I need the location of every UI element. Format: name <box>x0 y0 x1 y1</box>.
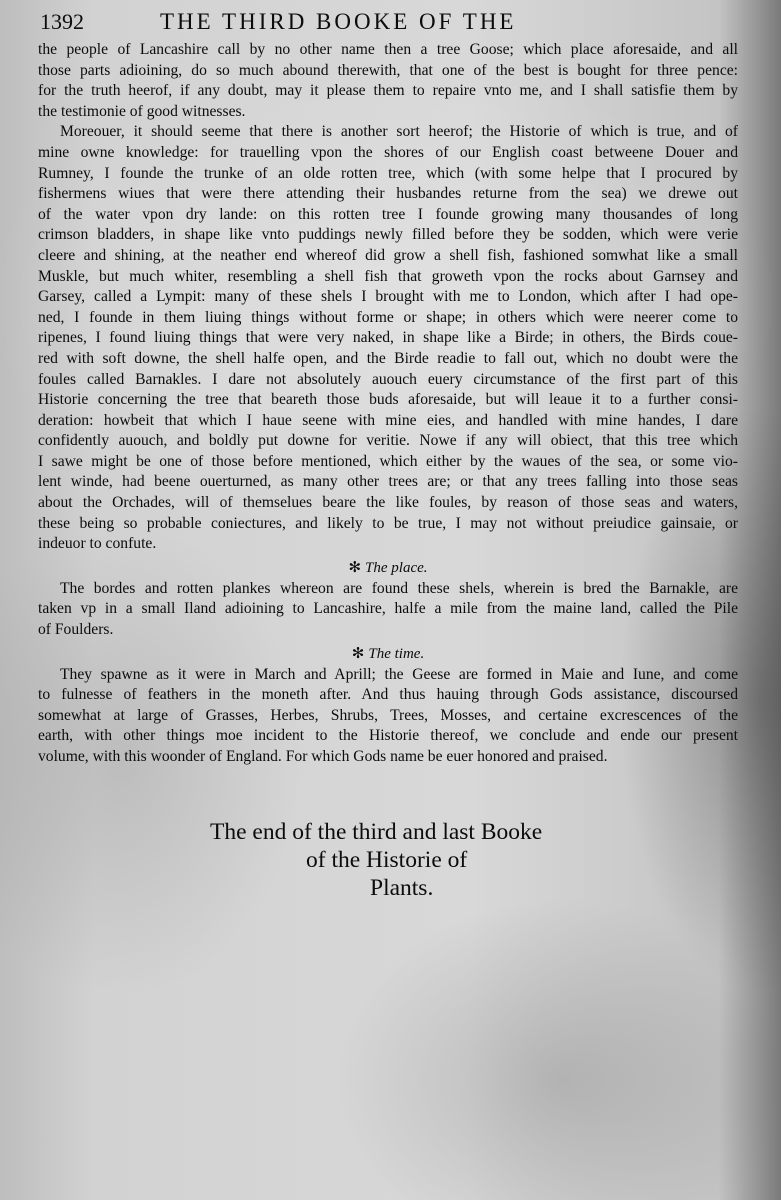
end-of-book-title <box>210 818 630 902</box>
text-line: Muskle, but much whiter, resembling a shell fish that groweth vpon the rocks about Garnsey and <box>38 267 738 285</box>
text-line: taken vp in a small Iland adioining to Lancashire, halfe a mile from the maine land, called the Pile <box>38 600 738 618</box>
end-title-line: Plants. <box>370 875 434 901</box>
text-line: The bordes and rotten plankes whereon are found these shels, wherein is bred the Barnakle, are <box>60 579 738 597</box>
text-line: somewhat at large of Grasses, Herbes, Shrubs, Trees, Mosses, and certaine excrescences of the <box>38 706 738 724</box>
text-line: foules called Barnakles. I dare not absolutely auouch euery circumstance of the first part of this <box>38 370 738 388</box>
text-line: Garsey, called a Lympit: many of these shels I brought with me to London, which after I had ope- <box>38 288 738 306</box>
text-line: lent winde, had beene ouerturned, as many other trees are; or that any trees falling into those seas <box>38 473 738 491</box>
page-header <box>40 8 640 38</box>
section-heading-place <box>38 557 738 579</box>
text-line: crimson bladders, in shape like vnto puddings newly filled before they be sodden, which were verie <box>38 226 738 244</box>
asterism-icon: ✻ <box>348 559 362 576</box>
paragraph-place <box>38 579 738 641</box>
section-title: The time. <box>368 645 425 662</box>
text-line: mine owne knowledge: for trauelling vpon the shores of our English coast betweene Douer and <box>38 143 738 161</box>
text-line: fishermens wiues that were there attending their husbandes returne from the sea) we drewe out <box>38 185 738 203</box>
text-line: cleere and shining, at the neather end whereof did grow a shell fish, fashioned somwhat like a small <box>38 246 738 264</box>
text-line: ripenes, I found liuing things that were very naked, in shape like a Birde; in others, the Birds coue- <box>38 329 738 347</box>
asterism-icon: ✻ <box>351 645 365 662</box>
text-line: the people of Lancashire call by no other name then a tree Goose; which place aforesaide, and all <box>38 41 738 58</box>
text-line: to fulnesse of feathers in the moneth after. And thus hauing through Gods assistance, discoursed <box>38 686 738 704</box>
text-line: those parts adioining, do so much abound therewith, that one of the best is bought for three pence: <box>38 61 738 79</box>
text-line: for the truth heerof, if any doubt, may it please them to repaire vnto me, and I shall satisfie them by <box>38 82 738 100</box>
text-line: of the water vpon dry lande: on this rotten tree I founde growing many thousandes of long <box>38 205 738 223</box>
section-title: The place. <box>365 559 428 576</box>
body-text <box>38 40 738 768</box>
end-title-line: The end of the third and last Booke <box>210 819 543 845</box>
text-line: They spawne as it were in March and Aprill; the Geese are formed in Maie and Iune, and come <box>60 665 738 683</box>
text-line: ned, I founde in them liuing things without forme or shape; in others which were neerer come to <box>38 308 738 326</box>
running-head: THE THIRD BOOKE OF THE <box>160 9 517 34</box>
text-line: these being so probable coniectures, and likely to be true, I may not without preiudice gainsaie, or <box>38 514 738 532</box>
text-line: volume, with this woonder of England. For which Gods name be euer honored and praised. <box>38 748 608 765</box>
text-line: indeuor to confute. <box>38 535 157 553</box>
text-line: Moreouer, it should seeme that there is another sort heerof; the Historie of which is true, and of <box>60 123 738 141</box>
text-line: confidently auouch, and boldly put downe for veritie. Nowe if any will obiect, that this tree which <box>38 432 738 450</box>
end-title-line: of the Historie of <box>306 847 468 873</box>
text-line: Rumney, I founde the trunke of an olde rotten tree, which (with some helpe that I procured by <box>38 164 738 182</box>
text-line: Historie concerning the tree that beareth those buds aforesaide, but will leaue it to a further consi- <box>38 391 738 409</box>
paragraph-barnacle-goose-witnesses <box>38 40 738 122</box>
text-line: of Foulders. <box>38 621 114 639</box>
text-line: deration: howbeit that which I haue seene with mine eies, and handled with mine handes, I dare <box>38 411 738 429</box>
paragraph-time <box>38 665 738 768</box>
page-number: 1392 <box>40 9 84 34</box>
text-line: I sawe might be one of those before mentioned, which either by the waues of the sea, or some vio- <box>38 452 738 470</box>
text-line: the testimonie of good witnesses. <box>38 102 246 120</box>
text-line: earth, with other things moe incident to the Historie thereof, we conclude and ende our present <box>38 727 738 745</box>
section-heading-time <box>38 643 738 665</box>
paragraph-rotten-tree-account <box>38 122 738 554</box>
text-line: red with soft downe, the shell halfe open, and the Birde readie to fall out, which no doubt were the <box>38 349 738 367</box>
text-line: about the Orchades, will of themselues beare the like foules, by reason of those seas and waters, <box>38 494 738 512</box>
